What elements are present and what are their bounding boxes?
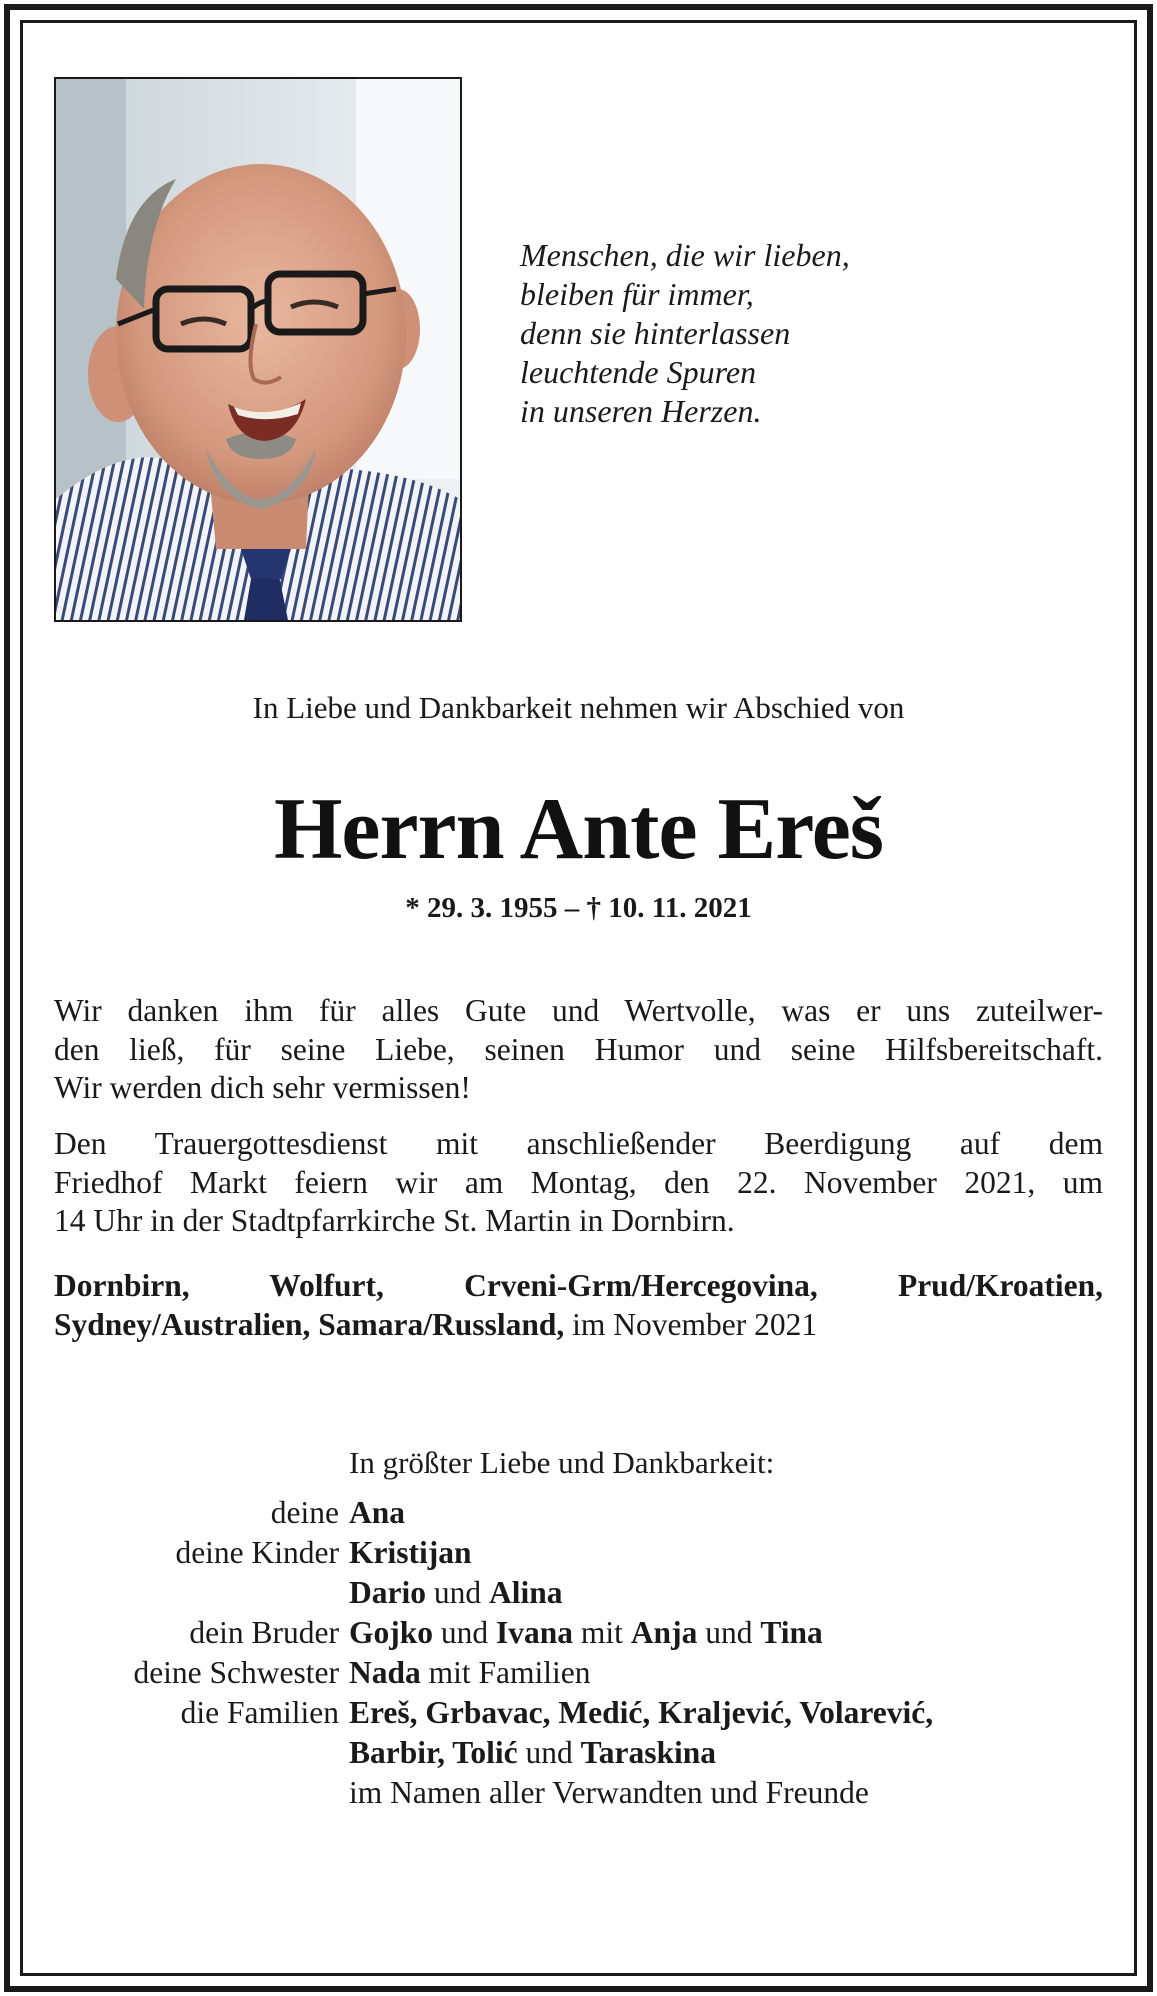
quote-line: leuchtende Spuren — [520, 354, 757, 390]
family-name: Gojko — [349, 1615, 434, 1650]
intro-text: In Liebe und Dankbarkeit nehmen wir Abschied von — [252, 690, 905, 725]
family-names — [349, 1533, 1114, 1573]
family-row — [54, 1773, 1114, 1813]
family-names — [349, 1733, 1114, 1773]
paragraph-line: Wir werden dich sehr vermissen! — [54, 1070, 471, 1105]
paragraph-line — [54, 1125, 1103, 1164]
family-connector: und — [517, 1735, 581, 1770]
family-closing: im Namen aller Verwandten und Freunde — [349, 1775, 869, 1810]
places-line-2 — [54, 1305, 1103, 1344]
family-row — [54, 1573, 1114, 1613]
paragraph-line — [54, 1031, 1103, 1070]
family-row — [54, 1533, 1114, 1573]
family-list — [54, 1493, 1114, 1813]
paragraph-line-text: den ließ, für seine Liebe, seinen Humor und seine Hilfsbereitschaft. — [54, 1031, 1103, 1067]
family-row — [54, 1493, 1114, 1533]
family-role — [54, 1773, 349, 1813]
deceased-name: Herrn Ante Ereš — [273, 781, 884, 878]
family-name: Ivana — [496, 1615, 574, 1650]
service-paragraph — [54, 1125, 1103, 1241]
places-line — [54, 1266, 1103, 1344]
family-role: dein Bruder — [189, 1615, 339, 1650]
portrait-photo — [54, 77, 462, 622]
family-connector: und — [425, 1575, 489, 1610]
family-names — [349, 1613, 1114, 1653]
family-name: Taraskina — [580, 1735, 717, 1770]
family-role: deine — [270, 1495, 339, 1530]
quote-line: denn sie hinterlassen — [520, 315, 791, 351]
paragraph-line — [54, 992, 1103, 1031]
family-role: die Familien — [180, 1695, 339, 1730]
family-name: Anja — [630, 1615, 698, 1650]
thanks-paragraph — [54, 992, 1103, 1108]
family-role — [54, 1733, 349, 1773]
family-names — [349, 1573, 1114, 1613]
family-role — [54, 1573, 349, 1613]
places-date: im November 2021 — [564, 1307, 818, 1342]
family-name: Ereš, Grbavac, Medić, Kraljević, Volarević, — [349, 1695, 934, 1730]
family-name: Barbir, Tolić — [349, 1735, 518, 1770]
family-row — [54, 1613, 1114, 1653]
paragraph-line-text: Den Trauergottesdienst mit anschließender Beerdigung auf dem — [54, 1126, 1103, 1161]
quote-line: in unseren Herzen. — [520, 393, 762, 429]
family-name: Tina — [760, 1615, 823, 1650]
life-dates: * 29. 3. 1955 – † 10. 11. 2021 — [405, 892, 752, 924]
quote-line: Menschen, die wir lieben, — [520, 237, 850, 273]
family-role: deine Schwester — [133, 1655, 339, 1690]
family-connector: mit — [573, 1615, 631, 1650]
signoff-text: In größter Liebe und Dankbarkeit: — [349, 1445, 775, 1480]
family-name: Nada — [349, 1655, 421, 1690]
family-names — [349, 1653, 1114, 1693]
family-name: Alina — [488, 1575, 563, 1610]
paragraph-line — [54, 1164, 1103, 1203]
memorial-quote — [520, 236, 1040, 431]
places-bold: Sydney/Australien, Samara/Russland, — [54, 1307, 565, 1342]
family-connector: und — [697, 1615, 761, 1650]
family-name: Kristijan — [349, 1535, 472, 1570]
family-role: deine Kinder — [175, 1535, 339, 1570]
family-names — [349, 1693, 1114, 1733]
places-bold: Dornbirn, Wolfurt, Crveni-Grm/Hercegovina, Prud/Kroatien, — [54, 1268, 1103, 1303]
family-connector: mit Familien — [420, 1655, 591, 1690]
family-row — [54, 1733, 1114, 1773]
family-row — [54, 1693, 1114, 1733]
family-name: Ana — [349, 1495, 406, 1530]
places-line-1 — [54, 1266, 1103, 1305]
paragraph-line-text: Friedhof Markt feiern wir am Montag, den 22. November 2021, um — [54, 1164, 1103, 1200]
paragraph-line: 14 Uhr in der Stadtpfarrkirche St. Martin in Dornbirn. — [54, 1203, 735, 1238]
family-row — [54, 1653, 1114, 1693]
family-connector: und — [433, 1615, 497, 1650]
family-name: Dario — [349, 1575, 426, 1610]
paragraph-line-text: Wir danken ihm für alles Gute und Wertvolle, was er uns zuteilwer- — [54, 993, 1103, 1028]
family-names — [349, 1493, 1114, 1533]
quote-line: bleiben für immer, — [520, 276, 754, 312]
